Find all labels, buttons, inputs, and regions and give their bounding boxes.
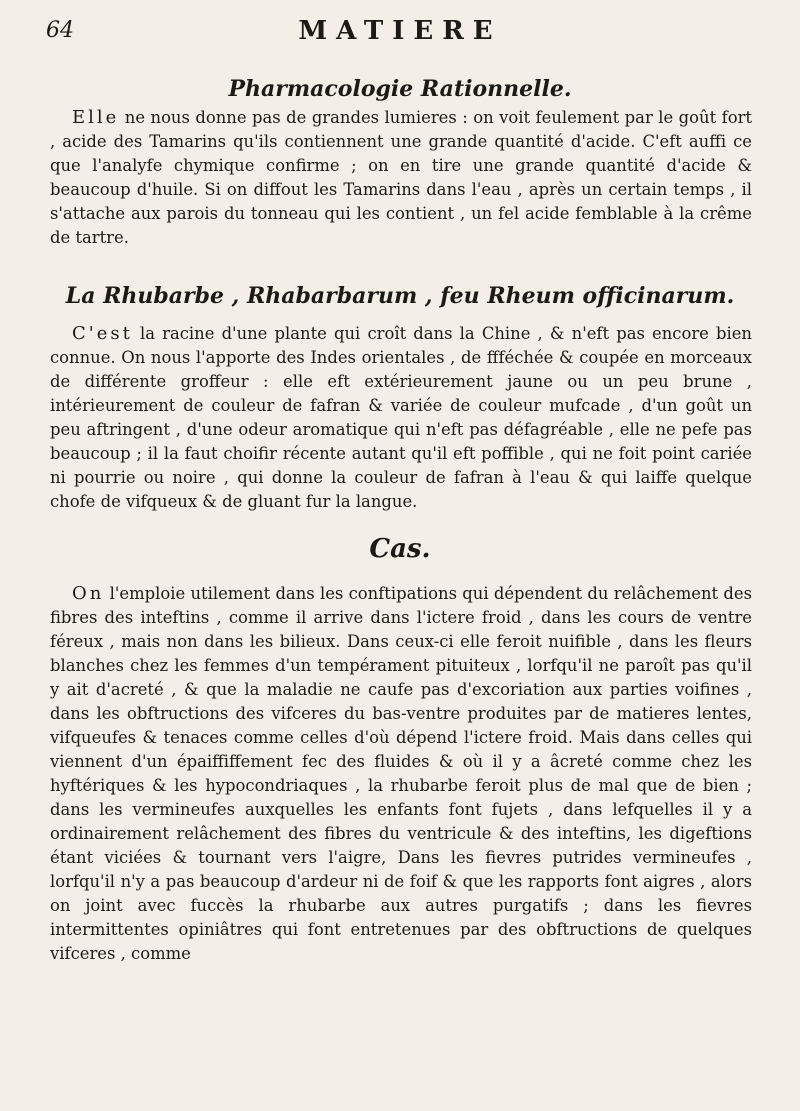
section-title-cas: Cas. <box>369 534 431 564</box>
section-title-rhubarbe: La Rhubarbe , Rhabarbarum , feu Rheum officinarum. <box>65 283 735 309</box>
paragraph-pharmacologie <box>50 106 752 250</box>
section-title-pharmacologie: Pharmacologie Rationnelle. <box>228 76 572 102</box>
running-title: MATIERE <box>298 16 502 46</box>
paragraph-opener: Elle <box>72 107 120 128</box>
paragraph-opener: On <box>72 583 105 604</box>
paragraph-rhubarbe <box>50 322 752 514</box>
paragraph-body: la racine d'une plante qui croît dans la Chine , & n'eft pas encore bien connue. On nous l'apporte des Indes orientales , de ffféchée & coupée en morceaux de différente groffeur : elle eft extérieurement jaune ou un peu brune , intérieurement de couleur de fafran & variée de couleur mufcade , d'un goût un peu aftringent , d'une odeur aromatique qui n'eft pas défagréable , elle ne pefe pas beaucoup ; il la faut choifir récente autant qu'il eft poffible , qui ne foit point cariée ni pourrie ou noire , qui donne la couleur de fafran à l'eau & qui laiffe quelque chofe de vifqueux & de gluant fur la langue. <box>50 324 752 511</box>
running-head <box>40 16 760 50</box>
page-number: 64 <box>46 18 74 43</box>
paragraph-body: l'emploie utilement dans les conftipations qui dépendent du relâchement des fibres des inteftins , comme il arrive dans l'ictere froid , dans les cours de ventre féreux , mais non dans les bilieux. Dans ceux-ci elle feroit nuifible , dans les fleurs blanches chez les femmes d'un tempérament pituiteux , lorfqu'il ne paroît pas qu'il y ait d'acreté , & que la maladie ne caufe pas d'excoriation aux parties voifines , dans les obftructions des vifceres du bas-ventre produites par de matieres lentes, vifqueufes & tenaces comme celles d'où dépend l'ictere froid. Mais dans celles qui viennent d'un épaiffiffement fec des fluides & où il y a âcreté comme chez les hyftériques & les hypocondriaques , la rhubarbe feroit plus de mal que de bien ; dans les vermineufes auxquelles les enfants font fujets , dans lefquelles il y a ordinairement relâchement des fibres du ventricule & des inteftins, les digeftions étant viciées & tournant vers l'aigre, Dans les fievres putrides vermineufes , lorfqu'il n'y a pas beaucoup d'ardeur ni de foif & que les rapports font aigres , alors on joint avec fuccès la rhubarbe aux autres purgatifs ; dans les fievres intermittentes opiniâtres qui font entretenues par des obftructions de quelques vifceres , comme <box>50 584 752 963</box>
paragraph-body: ne nous donne pas de grandes lumieres : on voit feulement par le goût fort , acide des Tamarins qu'ils contiennent une grande quantité d'acide. C'eft auffi ce que l'analyfe chymique confirme ; on en tire une grande quantité d'acide & beaucoup d'huile. Si on diffout les Tamarins dans l'eau , après un certain temps , il s'attache aux parois du tonneau qui les contient , un fel acide femblable à la crême de tartre. <box>50 108 752 247</box>
paragraph-opener: C'est <box>72 323 133 344</box>
paragraph-cas <box>50 582 752 966</box>
